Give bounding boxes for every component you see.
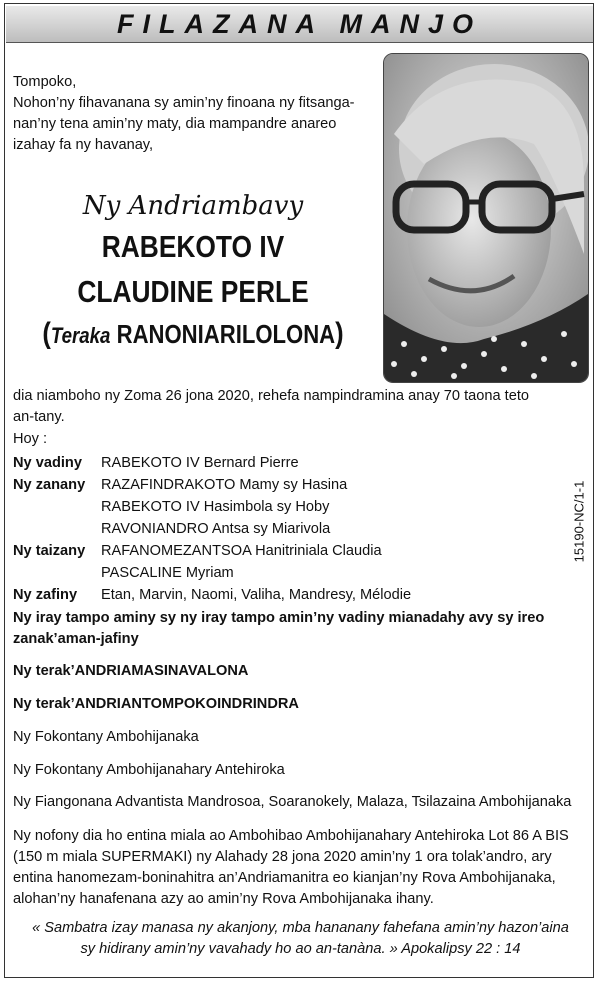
portrait-photo bbox=[383, 53, 589, 383]
funeral-line: (150 m miala SUPERMAKI) ny Alahady 28 jona 2020 amin’ny 1 ora tolak’andro, ary bbox=[13, 849, 552, 865]
funeral-line: alohan’ny hanafenana azy ao amin’ny Rova Ambohijanaka ihany. bbox=[13, 891, 434, 907]
family-label: Ny zafiny bbox=[13, 587, 78, 603]
notice-header bbox=[6, 6, 593, 43]
intro-paragraph bbox=[13, 72, 378, 156]
death-line: an-tany. bbox=[13, 409, 65, 425]
fokontany-line-1: Ny Fokontany Ambohijanaka bbox=[13, 729, 199, 745]
deceased-name-line1: RABEKOTO IV bbox=[101, 229, 285, 264]
family-name: PASCALINE Myriam bbox=[101, 565, 234, 581]
family-row-zafiny bbox=[13, 584, 411, 606]
reference-text: 15190-NC/1-1 bbox=[571, 480, 587, 563]
family-row-vadiny bbox=[13, 452, 299, 474]
quote-line: sy hidirany amin’ny vavahady ho ao an-tanàna. » Apokalipsy 22 : 14 bbox=[80, 941, 521, 957]
family-name: RABEKOTO IV Bernard Pierre bbox=[101, 455, 299, 471]
family-label: Ny taizany bbox=[13, 543, 86, 559]
deceased-teraka: (Teraka RANONIARILOLONA) bbox=[42, 317, 344, 350]
family-row-taizany bbox=[13, 540, 382, 584]
funeral-paragraph bbox=[13, 826, 588, 910]
family-row-zanany bbox=[13, 474, 347, 540]
deceased-prefix: Ny Andriambavy bbox=[82, 191, 304, 221]
extended-line: zanak’aman-jafiny bbox=[13, 631, 139, 647]
family-label: Ny zanany bbox=[13, 477, 86, 493]
family-name: RAZAFINDRAKOTO Mamy sy Hasina bbox=[101, 477, 348, 493]
fiangonana-line: Ny Fiangonana Advantista Mandrosoa, Soaranokely, Malaza, Tsilazaina Ambohijanaka bbox=[13, 794, 572, 810]
intro-greeting: Tompoko, bbox=[13, 74, 77, 90]
deceased-name-block bbox=[13, 188, 373, 356]
bible-quote bbox=[13, 918, 588, 960]
death-paragraph bbox=[13, 386, 588, 428]
family-name: Etan, Marvin, Naomi, Valiha, Mandresy, Mélodie bbox=[101, 587, 412, 603]
portrait-image bbox=[384, 54, 588, 382]
intro-line: izahay fa ny havanay, bbox=[13, 137, 154, 153]
teraka-line-2: Ny terak’ANDRIANTOMPOKOINDRINDRA bbox=[13, 696, 299, 712]
intro-line: nan’ny tena amin’ny maty, dia mampandre anareo bbox=[13, 116, 337, 132]
notice-title: FILAZANA MANJO bbox=[117, 9, 482, 39]
extended-line: Ny iray tampo aminy sy ny iray tampo amin’ny vadiny mianadahy avy sy ireo bbox=[13, 610, 545, 626]
extended-family bbox=[13, 608, 588, 650]
quote-line: « Sambatra izay manasa ny akanjony, mba hananany fahefana amin’ny hazon’aina bbox=[32, 920, 569, 936]
reference-code bbox=[560, 480, 600, 568]
intro-line: Nohon’ny fihavanana sy amin’ny finoana ny fitsanga- bbox=[13, 95, 355, 111]
teraka-line-1: Ny terak’ANDRIAMASINAVALONA bbox=[13, 663, 249, 679]
fokontany-line-2: Ny Fokontany Ambohijanahary Antehiroka bbox=[13, 762, 285, 778]
teraka-word: Teraka bbox=[50, 323, 111, 348]
family-name: RAVONIANDRO Antsa sy Miarivola bbox=[101, 521, 331, 537]
hoy-label: Hoy : bbox=[13, 431, 48, 447]
funeral-line: entina hanomezam-boninahitra an’Andriamanitra eo kianjan’ny Rova Ambohijanaka, bbox=[13, 870, 556, 886]
deceased-name-line2: CLAUDINE PERLE bbox=[77, 274, 309, 309]
death-line: dia niamboho ny Zoma 26 jona 2020, rehefa nampindramina anay 70 taona teto bbox=[13, 388, 529, 404]
funeral-line: Ny nofony dia ho entina miala ao Ambohibao Ambohijanahary Antehiroka Lot 86 A BIS bbox=[13, 828, 569, 844]
teraka-name: RANONIARILOLONA bbox=[116, 319, 336, 349]
family-name: RABEKOTO IV Hasimbola sy Hoby bbox=[101, 499, 330, 515]
family-label: Ny vadiny bbox=[13, 455, 82, 471]
family-name: RAFANOMEZANTSOA Hanitriniala Claudia bbox=[101, 543, 382, 559]
